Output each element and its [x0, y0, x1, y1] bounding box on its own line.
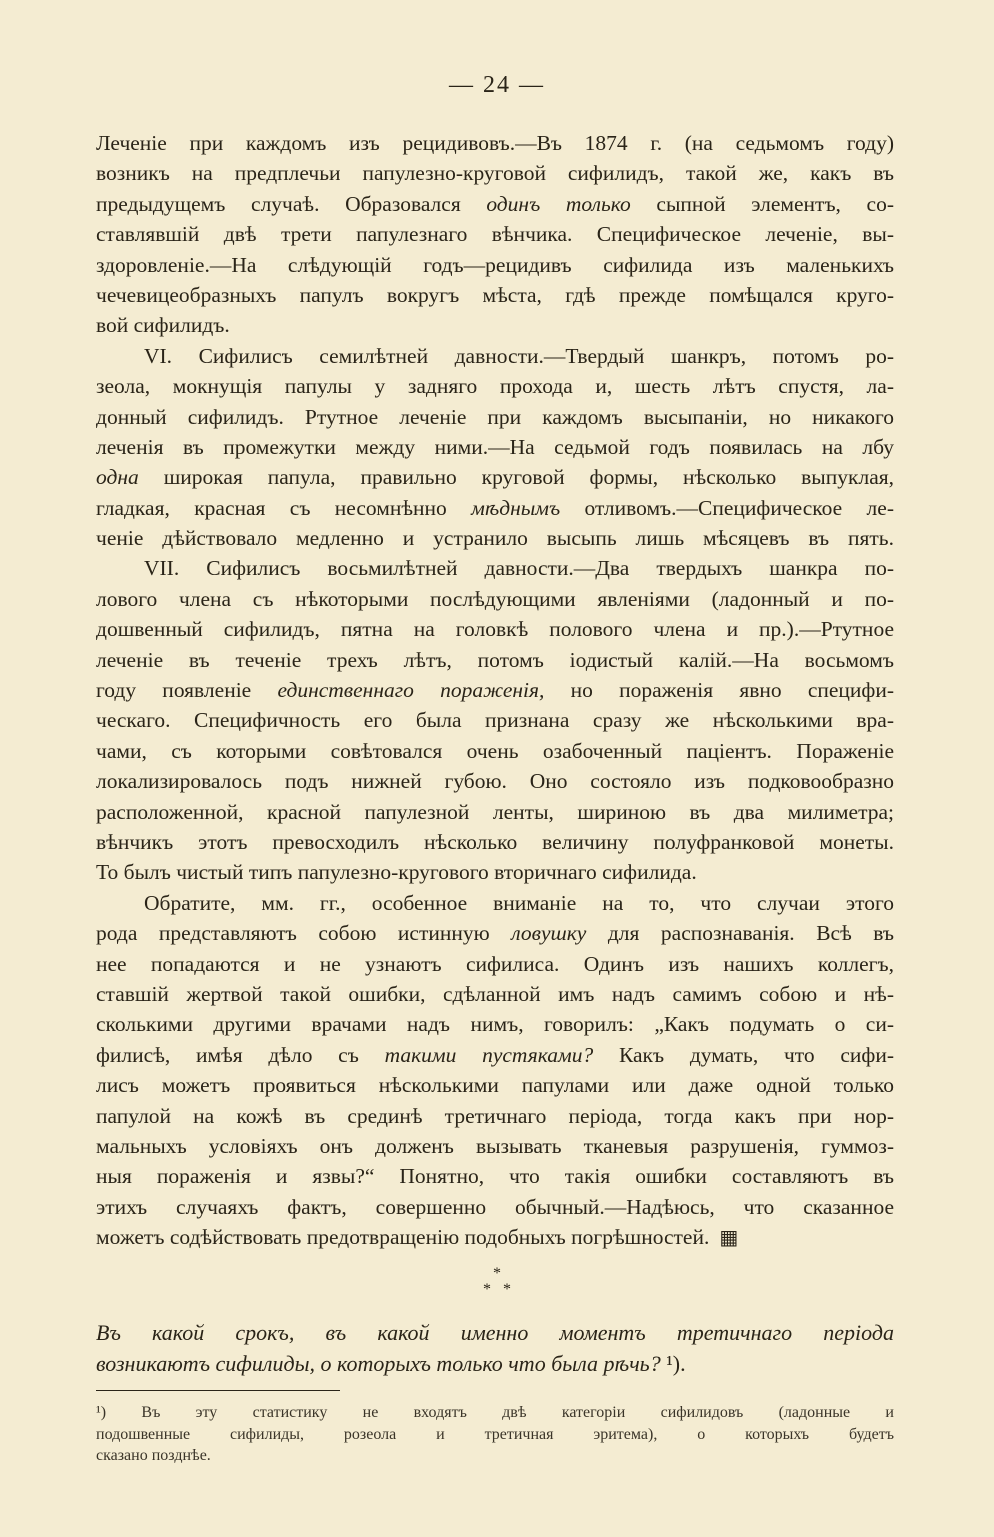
- text-line: Леченіе при каждомъ изъ рецидивовъ.—Въ 1874 г. (на седьмомъ году): [96, 131, 894, 155]
- text-line: дошвенный сифилидъ, пятна на головкѣ полового члена и пр.).—Ртутное: [96, 617, 894, 642]
- text-line: ставшій жертвой такой ошибки, сдѣланной имъ надъ самимъ собою и нѣ-: [96, 981, 894, 1006]
- ornament-icon: ▦: [719, 1227, 739, 1250]
- text-line: чами, съ которыми совѣтовался очень озабоченный паціентъ. Пораженіе: [96, 738, 894, 763]
- footnote-line: подошвенные сифилиды, розеола и третичная эритема), о которыхъ будетъ: [96, 1425, 894, 1443]
- text-line: рода представляютъ собою истинную ловушку для распознаванія. Всѣ въ: [96, 921, 895, 946]
- text-line: филисѣ, имѣя дѣло съ такими пустяками? Какъ думать, что сифи-: [96, 1042, 894, 1067]
- text-line: папулой на кожѣ въ срединѣ третичнаго періода, тогда какъ при нор-: [96, 1103, 894, 1128]
- text-line: леченія въ промежутки между ними.—На седьмой годъ появилась на лбу: [96, 434, 894, 459]
- text-line: можетъ содѣйствовать предотвращенію подобныхъ погрѣшностей. ▦: [96, 1222, 894, 1252]
- text-line: донный сифилидъ. Ртутное леченіе при каждомъ высыпаніи, но никакого: [96, 404, 894, 429]
- text-line: предыдущемъ случаѣ. Образовался одинъ только сыпной элементъ, со-: [96, 191, 895, 216]
- text-line: ныя пораженія и язвы?“ Понятно, что такія ошибки составляютъ въ: [96, 1164, 894, 1189]
- stars-bottom: * *: [483, 1281, 511, 1298]
- footnote-divider: [96, 1390, 340, 1391]
- case-heading-line: VII. Сифилисъ восьмилѣтней давности.—Два твердыхъ шанкра по-: [144, 556, 894, 581]
- text-line: ставлявшій двѣ трети папулезнаго вѣнчика. Специфическое леченіе, вы-: [96, 222, 894, 247]
- emphasis: единственнаго пораженія,: [277, 678, 545, 703]
- text-line: лового члена съ нѣкоторыми послѣдующими явленіями (ладонный и по-: [96, 586, 894, 611]
- closing-question: [96, 1317, 894, 1379]
- text-line: чечевицеобразныхъ папулъ вокругъ мѣста, гдѣ прежде помѣщался круго-: [96, 282, 894, 307]
- text-line: году появленіе единственнаго пораженія, но пораженія явно специфи-: [96, 678, 895, 703]
- emphasis: одна: [96, 465, 139, 490]
- text-line: возникаютъ сифилиды, о которыхъ только что была рѣчь? ¹).: [96, 1351, 686, 1376]
- text-line: ченіе дѣйствовало медленно и устранило высыпь лишь мѣсяцевъ въ пять.: [96, 526, 894, 551]
- text-line: леченіе въ теченіе трехъ лѣтъ, потомъ іодистый калій.—На восьмомъ: [96, 647, 894, 672]
- emphasis: ловушку: [511, 921, 587, 946]
- star-top: *: [493, 1265, 501, 1282]
- text-line: нее попадаются и не узнаютъ сифилиса. Одинъ изъ нашихъ коллегъ,: [96, 951, 894, 976]
- text-line: вѣнчикъ этотъ превосходилъ нѣсколько величину полуфранковой монеты.: [96, 829, 894, 854]
- text-line: То былъ чистый типъ папулезно-кругового вторичнаго сифилида.: [96, 860, 697, 885]
- asterism: [0, 1266, 994, 1298]
- text-line: расположенной, красной папулезной ленты, шириною въ два милиметра;: [96, 799, 894, 824]
- emphasis: одинъ только: [486, 191, 631, 216]
- footnote-line: сказано позднѣе.: [96, 1447, 211, 1464]
- footnote-line: ¹) Въ эту статистику не входятъ двѣ категоріи сифилидовъ (ладонные и: [96, 1404, 894, 1421]
- text-line: зеола, мокнущія папулы у задняго прохода и, шесть лѣтъ спустя, ла-: [96, 374, 894, 399]
- footnote: [96, 1402, 894, 1467]
- text-line: вой сифилидъ.: [96, 313, 230, 338]
- emphasis: мѣднымъ: [471, 495, 561, 520]
- page-number: — 24 —: [449, 72, 545, 98]
- case-heading-line: VI. Сифилисъ семилѣтней давности.—Твердый шанкръ, потомъ ро-: [144, 343, 894, 368]
- text-line: локализировалось подъ нижней губою. Оно состояло изъ подковообразно: [96, 769, 894, 794]
- text-line: одна широкая папула, правильно круговой формы, нѣсколько выпуклая,: [96, 465, 894, 490]
- text-line: мальныхъ условіяхъ онъ долженъ вызывать тканевыя разрушенія, гуммоз-: [96, 1133, 894, 1158]
- main-text: [96, 128, 894, 1252]
- text-line: Въ какой срокъ, въ какой именно моментъ третичнаго періода: [96, 1320, 894, 1345]
- text-line: гладкая, красная съ несомнѣнно мѣднымъ отливомъ.—Специфическое ле-: [96, 495, 894, 520]
- text-line: этихъ случаяхъ фактъ, совершенно обычный.—Надѣюсь, что сказанное: [96, 1194, 894, 1219]
- text-line: возникъ на предплечьи папулезно-круговой сифилидъ, такой же, какъ въ: [96, 161, 894, 186]
- text-line: лисъ можетъ проявиться нѣсколькими папулами или даже одной только: [96, 1073, 894, 1098]
- footnote-ref: ¹).: [666, 1351, 686, 1376]
- text-line: здоровленіе.—На слѣдующій годъ—рецидивъ сифилида изъ маленькихъ: [96, 252, 894, 277]
- emphasis: такими пустяками?: [384, 1042, 594, 1067]
- text-line: сколькими другими врачами надъ нимъ, говорилъ: „Какъ подумать о си-: [96, 1012, 894, 1037]
- text-line: ческаго. Специфичность его была признана сразу же нѣсколькими вра-: [96, 708, 894, 733]
- paragraph-start-line: Обратите, мм. гг., особенное вниманіе на то, что случаи этого: [144, 890, 894, 915]
